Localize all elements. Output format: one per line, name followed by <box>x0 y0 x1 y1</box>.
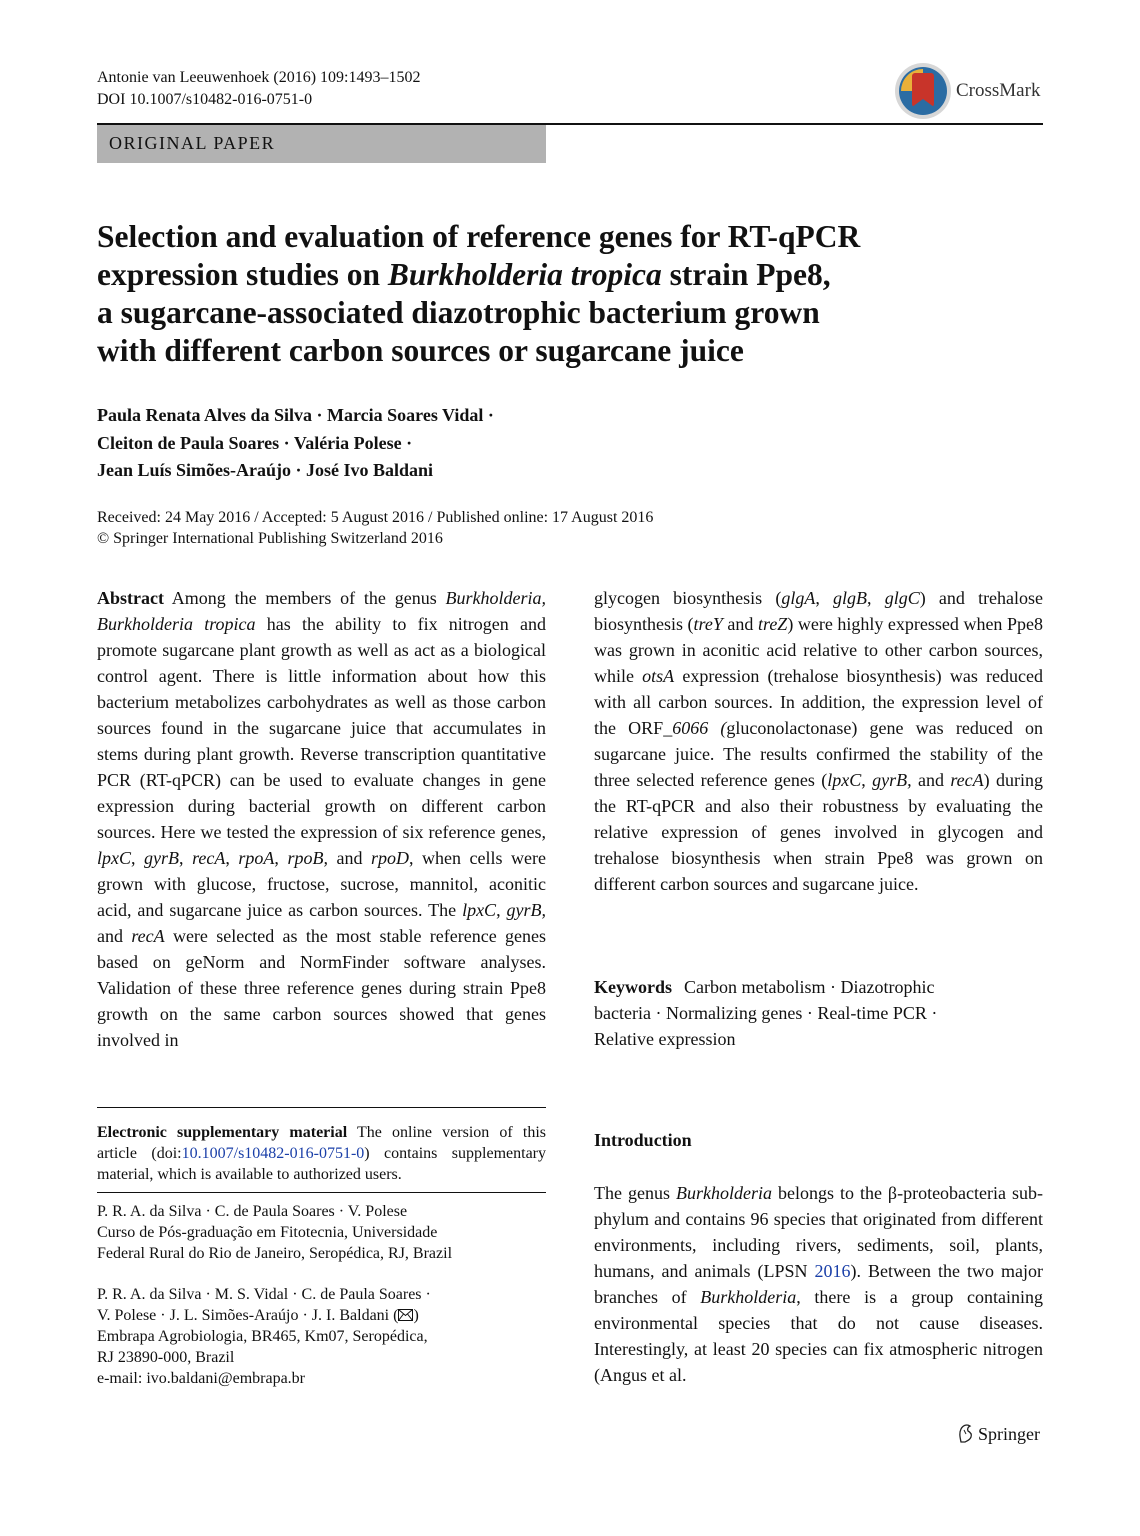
abstract-text: , <box>179 848 193 868</box>
gene-name: otsA <box>642 666 675 686</box>
supplementary-note <box>97 1122 546 1185</box>
affiliation-line: P. R. A. da Silva · C. de Paula Soares · V. Polese <box>97 1203 408 1220</box>
abstract-text: , <box>815 588 834 608</box>
springer-horse-icon <box>956 1423 974 1443</box>
abstract-text: expression (trehalose biosynthesis) was reduced with all carbon sources. In addition, the expression level of the ORF_ <box>594 666 1043 738</box>
introduction-text <box>594 1180 1043 1388</box>
abstract-text: , <box>496 900 507 920</box>
gene-name: 6066 ( <box>672 718 727 738</box>
footnote-rule <box>97 1192 546 1193</box>
genus-name: Burkholderia <box>700 1287 797 1307</box>
author-list <box>97 402 494 485</box>
title-line-4: with different carbon sources or sugarcane juice <box>97 333 744 368</box>
abstract-text: and <box>327 848 371 868</box>
crossmark-icon <box>893 61 953 121</box>
author-line: Cleiton de Paula Soares · Valéria Polese · <box>97 432 413 453</box>
keywords-label: Keywords <box>594 977 672 997</box>
affiliation-1 <box>97 1201 546 1264</box>
abstract-text: were selected as the most stable reference genes based on geNorm and NormFinder software analyses. Validation of these three reference genes during strain Ppe8 growth on the same carbon sources showed that genes involved in <box>97 926 546 1050</box>
publisher-name: Springer <box>978 1424 1040 1444</box>
gene-name: glgA <box>781 588 816 608</box>
abstract-text: glycogen biosynthesis ( <box>594 588 782 608</box>
body-text: The genus <box>594 1183 676 1203</box>
envelope-icon <box>398 1309 413 1321</box>
gene-name: glgC <box>884 588 920 608</box>
abstract <box>97 585 546 1053</box>
affiliation-line: P. R. A. da Silva · M. S. Vidal · C. de Paula Soares · <box>97 1286 431 1303</box>
esm-text: ) contains supplementary material, which is available to authorized users. <box>97 1145 546 1183</box>
affiliation-line: RJ 23890-000, Brazil <box>97 1349 235 1366</box>
abstract-heading: Abstract <box>97 588 164 608</box>
esm-label: Electronic supplementary material <box>97 1124 348 1141</box>
abstract-text: ) and trehalose biosynthesis ( <box>594 588 1044 634</box>
abstract-text: , <box>867 588 885 608</box>
section-label-box <box>97 125 546 163</box>
body-text: belongs to the β-proteobacteria sub-phylum and contains 96 species that originated from different environments, including rivers, sediments, soil, plants, humans, and animals (LPSN <box>594 1183 1043 1281</box>
abstract-text: and <box>911 770 951 790</box>
gene-name: recA <box>192 848 226 868</box>
affiliation-line: Embrapa Agrobiologia, BR465, Km07, Seropédica, <box>97 1328 428 1345</box>
crossmark-label: CrossMark <box>956 80 1041 101</box>
title-line-1: Selection and evaluation of reference genes for RT-qPCR <box>97 219 861 254</box>
gene-name: rpoA <box>238 848 275 868</box>
gene-name: rpoD <box>370 848 409 868</box>
gene-name: gyrB, <box>872 770 912 790</box>
keywords-line: Relative expression <box>594 1029 736 1049</box>
gene-name: treZ <box>757 614 788 634</box>
copyright-line: © Springer International Publishing Switzerland 2016 <box>97 530 443 547</box>
title-text: strain Ppe8, <box>661 257 831 292</box>
doi-line: DOI 10.1007/s10482-016-0751-0 <box>97 90 313 108</box>
citation-link[interactable]: 2016 <box>814 1261 851 1281</box>
history-line: Received: 24 May 2016 / Accepted: 5 August 2016 / Published online: 17 August 2016 <box>97 509 654 526</box>
gene-name: lpxC <box>827 770 862 790</box>
gene-name: recA <box>131 926 165 946</box>
gene-name: gyrB, <box>506 900 547 920</box>
gene-name: glgB <box>833 588 868 608</box>
abstract-text: , <box>131 848 145 868</box>
abstract-text: and <box>97 926 132 946</box>
gene-name: gyrB <box>144 848 180 868</box>
affiliation-text: ) <box>413 1307 419 1324</box>
affiliation-2 <box>97 1284 546 1389</box>
esm-text: The online version of this article (doi: <box>97 1124 546 1162</box>
abstract-text: , <box>274 848 288 868</box>
abstract-text: ) were highly expressed when Ppe8 was grown in aconitic acid relative to other carbon sources, while <box>594 614 1043 686</box>
journal-citation <box>97 67 420 110</box>
author-line: Jean Luís Simões-Araújo · José Ivo Baldani <box>97 460 434 480</box>
abstract-text: and <box>722 614 758 634</box>
abstract-text: , <box>861 770 873 790</box>
journal-line: Antonie van Leeuwenhoek (2016) 109:1493–1502 <box>97 69 421 86</box>
email-line[interactable]: e-mail: ivo.baldani@embrapa.br <box>97 1370 305 1387</box>
body-text: , there is a group containing environmental species that do not cause diseases. Interestingly, at least 20 species can fix atmospheric nitrogen (Angus et al. <box>594 1287 1043 1385</box>
doi-link[interactable]: 10.1007/s10482-016-0751-0 <box>181 1145 365 1162</box>
affiliation-line: Curso de Pós-graduação em Fitotecnia, Universidade <box>97 1224 438 1241</box>
gene-name: lpxC <box>97 848 131 868</box>
article-title <box>97 218 997 370</box>
abstract-text: gluconolactonase) gene was reduced on sugarcane juice. The results confirmed the stability of the three selected reference genes ( <box>594 718 1044 790</box>
introduction-heading: Introduction <box>594 1130 692 1150</box>
author-line: Paula Renata Alves da Silva · Marcia Soares Vidal · <box>97 405 494 425</box>
abstract-text: , when cells were grown with glucose, fructose, sucrose, mannitol, aconitic acid, and sugarcane juice as carbon sources. The <box>97 848 547 920</box>
footnote-rule <box>97 1107 546 1108</box>
keywords-line <box>594 974 1043 1000</box>
affiliation-line: Federal Rural do Rio de Janeiro, Seropédica, RJ, Brazil <box>97 1245 453 1262</box>
species-name: Burkholderia, Burkholderia tropica <box>97 588 546 634</box>
genus-name: Burkholderia <box>675 1183 772 1203</box>
abstract-continued <box>594 585 1043 897</box>
keywords-text: Carbon metabolism · Diazotrophic <box>684 977 935 997</box>
abstract-text: Among the members of the genus <box>163 588 446 608</box>
title-text: expression studies on <box>97 257 388 292</box>
body-text: ). Between the two major branches of <box>594 1261 1043 1307</box>
title-line-3: a sugarcane-associated diazotrophic bacterium grown <box>97 295 820 330</box>
publisher-logo <box>956 1423 1040 1445</box>
species-name: Burkholderia tropica <box>387 257 662 292</box>
keywords <box>594 974 1043 1052</box>
publication-dates <box>97 507 653 549</box>
gene-name: recA <box>950 770 984 790</box>
affiliation-line <box>97 1305 546 1326</box>
title-line-2 <box>97 256 997 294</box>
gene-name: lpxC <box>462 900 497 920</box>
abstract-text: has the ability to fix nitrogen and promote sugarcane plant growth as well as act as a biological control agent. There is little information about how this bacterium metabolizes carbohydrates as well as those carbon sources found in the sugarcane juice that accumulates in stems during plant growth. Reverse transcription quantitative PCR (RT-qPCR) can be used to evaluate changes in gene expression during bacterial growth on different carbon sources. Here we tested the expression of six reference genes, <box>97 614 546 842</box>
section-label: ORIGINAL PAPER <box>109 133 276 153</box>
abstract-text: , <box>225 848 239 868</box>
keywords-line: bacteria · Normalizing genes · Real-time PCR · <box>594 1003 938 1023</box>
gene-name: rpoB, <box>287 848 328 868</box>
affiliation-text: V. Polese · J. L. Simões-Araújo · J. I. Baldani ( <box>97 1307 399 1324</box>
gene-name: treY <box>693 614 723 634</box>
abstract-text: ) during the RT-qPCR and also their robustness by evaluating the relative expression of genes involved in glycogen and trehalose biosynthesis when strain Ppe8 was grown on different carbon sources and sugarcane juice. <box>594 770 1043 894</box>
crossmark-badge[interactable] <box>893 61 1053 121</box>
